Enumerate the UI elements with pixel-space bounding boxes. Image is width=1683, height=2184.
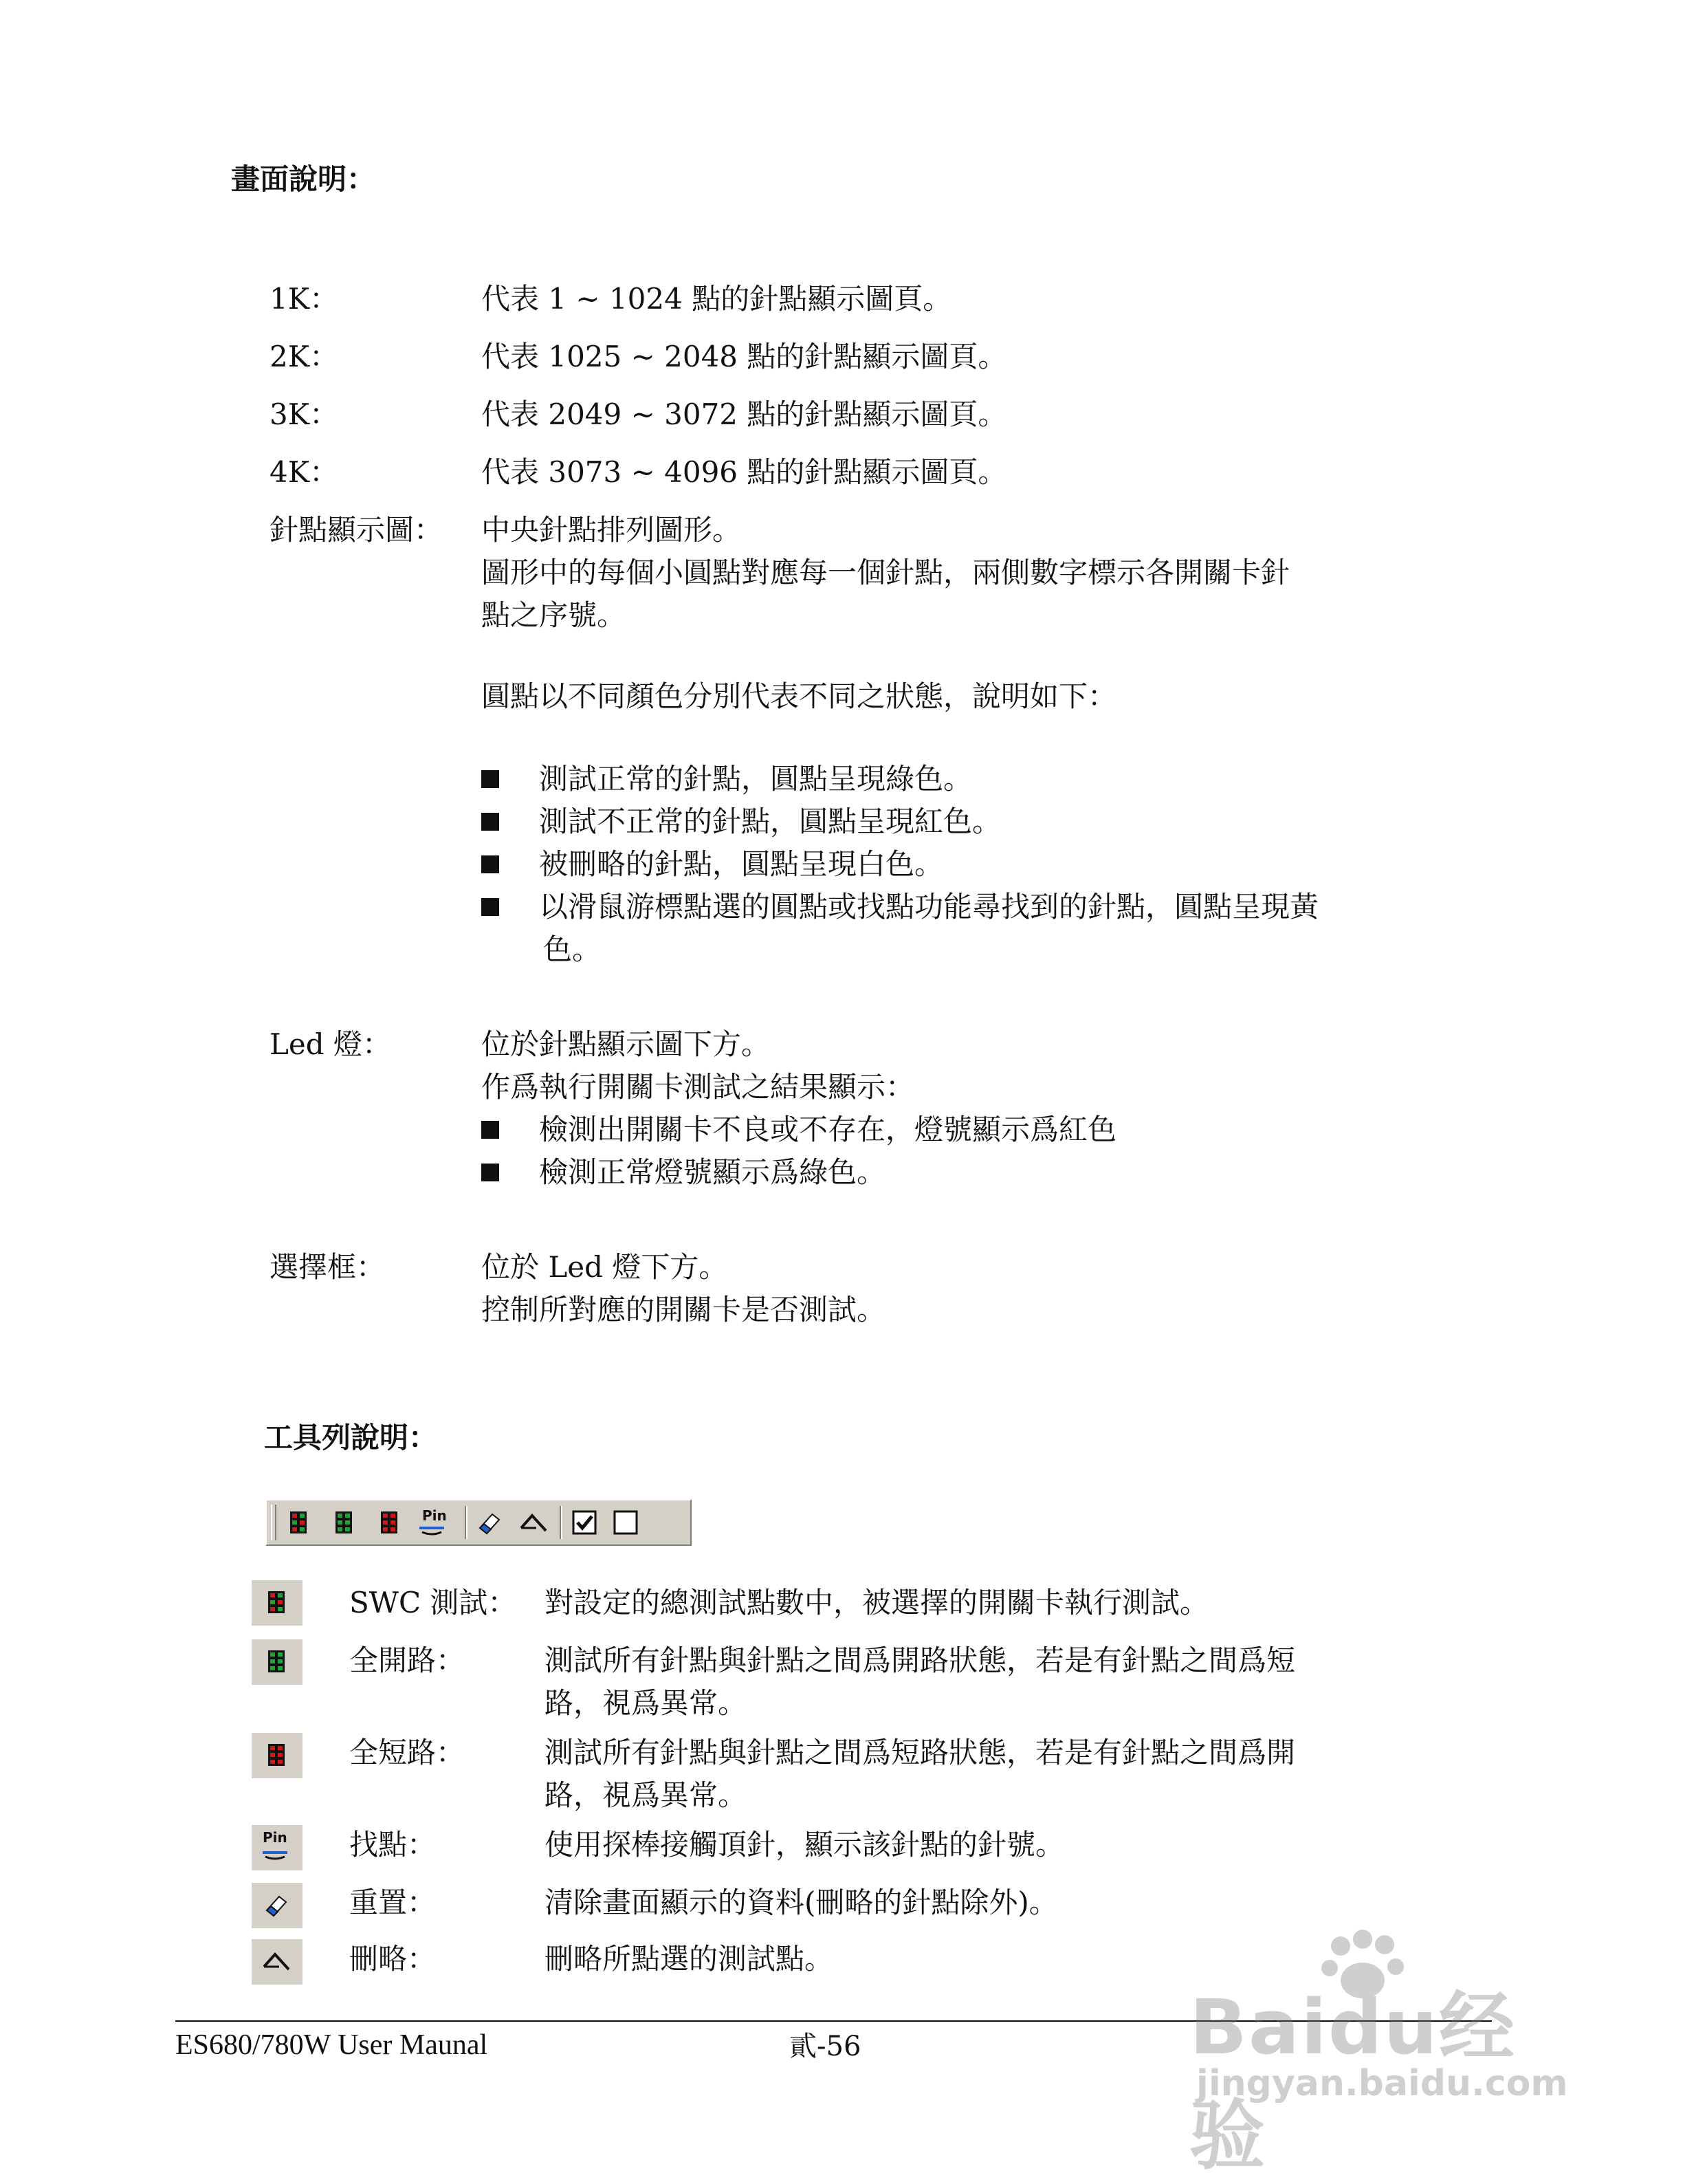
pin-map-line1: 中央針點排列圖形。 (481, 513, 742, 547)
led-line1: 位於針點顯示圖下方。 (481, 1027, 771, 1061)
term-led: Led 燈： (270, 1027, 391, 1061)
all-short-icon[interactable] (374, 1507, 404, 1538)
tool-term-swc: SWC 測試： (349, 1586, 517, 1619)
all-open-icon[interactable] (329, 1507, 359, 1538)
tool-desc-swc: 對設定的總測試點數中，被選擇的開關卡執行測試。 (544, 1586, 1209, 1619)
swc-test-icon[interactable] (283, 1507, 314, 1538)
desc-2k: 代表 1025 ~ 2048 點的針點顯示圖頁。 (481, 340, 1007, 373)
term-1k: 1K： (270, 282, 339, 316)
section-heading-toolbar: 工具列說明： (264, 1421, 438, 1454)
tool-term-all-open: 全開路： (349, 1644, 465, 1677)
toolbar (265, 1499, 692, 1546)
term-4k: 4K： (270, 455, 339, 489)
find-pin-icon (252, 1825, 302, 1870)
footer-manual-title: ES680/780W User Maunal (175, 2029, 488, 2061)
pin-map-bullet-green: 測試正常的針點，圓點呈現綠色。 (481, 758, 972, 800)
pin-map-bullet-yellow-cont: 色。 (543, 932, 602, 966)
tool-desc-all-open-1: 測試所有針點與針點之間爲開路狀態，若是有針點之間爲短 (544, 1644, 1296, 1677)
all-open-icon (252, 1639, 302, 1685)
reset-eraser-icon (252, 1883, 302, 1928)
led-bullet-red: 檢測出開關卡不良或不存在，燈號顯示爲紅色 (481, 1109, 1116, 1151)
tool-term-find-pin: 找點： (349, 1828, 437, 1861)
tool-desc-all-open-2: 路，視爲異常。 (544, 1686, 747, 1720)
section-heading-screen: 畫面說明： (231, 162, 376, 196)
tool-term-reset: 重置： (349, 1886, 437, 1919)
pin-map-line2: 圖形中的每個小圓點對應每一個針點，兩側數字標示各開關卡針 (481, 556, 1290, 589)
reset-eraser-icon[interactable] (474, 1507, 505, 1538)
find-pin-label: Pin (422, 1507, 447, 1524)
term-2k: 2K： (270, 340, 339, 373)
toolbar-grip[interactable] (271, 1505, 276, 1540)
baidu-watermark (1182, 1919, 1568, 2180)
desc-4k: 代表 3073 ~ 4096 點的針點顯示圖頁。 (481, 455, 1007, 489)
delete-icon[interactable] (518, 1507, 549, 1538)
select-box-line1: 位於 Led 燈下方。 (481, 1250, 728, 1284)
led-line2: 作爲執行開關卡測試之結果顯示： (481, 1070, 915, 1104)
pin-map-line4: 圓點以不同顏色分別代表不同之狀態，說明如下： (481, 679, 1117, 713)
footer-page-number: 貳-56 (789, 2031, 861, 2062)
find-pin-icon[interactable] (418, 1507, 448, 1538)
toolbar-separator (465, 1506, 468, 1539)
delete-icon (252, 1939, 302, 1985)
baidu-url-text: jingyan.baidu.com (1196, 2063, 1568, 2104)
term-3k: 3K： (270, 397, 339, 431)
tool-desc-find-pin: 使用探棒接觸頂針，顯示該針點的針號。 (544, 1828, 1065, 1861)
desc-1k: 代表 1 ~ 1024 點的針點顯示圖頁。 (481, 282, 952, 316)
checkbox-empty-icon[interactable] (610, 1507, 641, 1538)
all-short-icon (252, 1733, 302, 1778)
pin-map-bullet-white: 被刪略的針點，圓點呈現白色。 (481, 843, 943, 886)
tool-desc-delete: 刪略所點選的測試點。 (544, 1942, 834, 1976)
tool-desc-reset: 清除畫面顯示的資料(刪略的針點除外)。 (544, 1886, 1058, 1919)
desc-3k: 代表 2049 ~ 3072 點的針點顯示圖頁。 (481, 397, 1007, 431)
led-bullet-green: 檢測正常燈號顯示爲綠色。 (481, 1151, 886, 1194)
tool-term-delete: 刪略： (349, 1942, 437, 1976)
pin-map-bullet-red: 測試不正常的針點，圓點呈現紅色。 (481, 800, 1001, 843)
tool-term-all-short: 全短路： (349, 1736, 465, 1769)
checkbox-checked-icon[interactable] (569, 1507, 600, 1538)
pin-map-bullet-yellow: 以滑鼠游標點選的圓點或找點功能尋找到的針點，圓點呈現黃 (481, 886, 1319, 928)
pin-map-line3: 點之序號。 (481, 598, 626, 632)
toolbar-separator (560, 1506, 562, 1539)
term-pin-map: 針點顯示圖： (270, 513, 443, 547)
tool-desc-all-short-2: 路，視爲異常。 (544, 1778, 747, 1812)
term-select-box: 選擇框： (270, 1250, 386, 1284)
swc-test-icon (252, 1580, 302, 1626)
select-box-line2: 控制所對應的開關卡是否測試。 (481, 1293, 886, 1326)
baidu-logo-text: Baidu经验 (1189, 1983, 1516, 2180)
tool-desc-all-short-1: 測試所有針點與針點之間爲短路狀態，若是有針點之間爲開 (544, 1736, 1296, 1769)
find-pin-label: Pin (263, 1829, 287, 1846)
